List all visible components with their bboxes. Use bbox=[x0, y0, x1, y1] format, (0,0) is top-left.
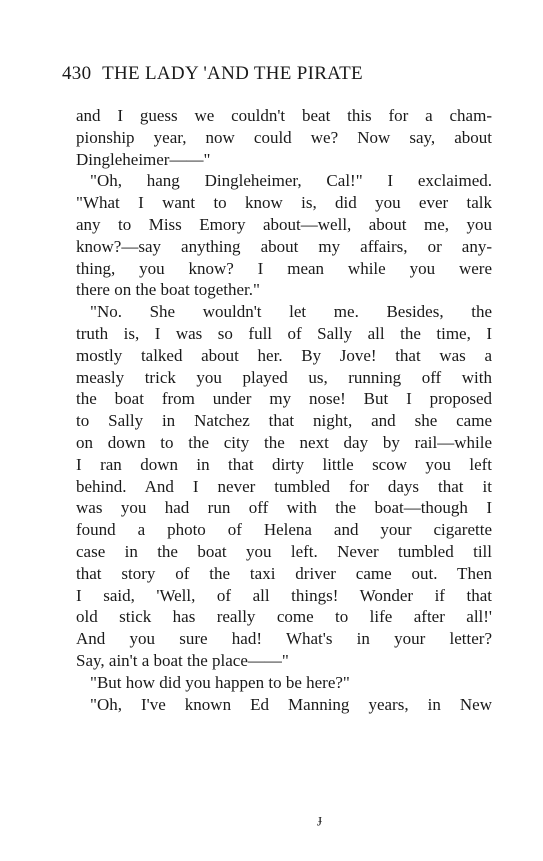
text-line: "But how did you happen to be here?" bbox=[90, 672, 350, 692]
text-line: old stick has really come to life after all!' bbox=[76, 607, 492, 627]
text-line: I said, 'Well, of all things! Wonder if that bbox=[76, 585, 492, 605]
page-header bbox=[62, 63, 363, 85]
text-line: and I guess we couldn't beat this for a cham- bbox=[76, 106, 492, 125]
text-line: Say, ain't a boat the place——" bbox=[76, 650, 289, 670]
text-line: "Oh, hang Dingleheimer, Cal!" I exclaimed. bbox=[90, 171, 492, 191]
text-line: on down to the city the next day by rail—while bbox=[76, 432, 492, 452]
text-line: And you sure had! What's in your letter? bbox=[76, 629, 492, 649]
text-line: measly trick you played us, running off with bbox=[76, 367, 492, 387]
text-line: there on the boat together." bbox=[76, 280, 260, 300]
text-line: I ran down in that dirty little scow you left bbox=[76, 454, 492, 474]
footer-mark: ɟ bbox=[318, 811, 323, 826]
text-line: found a photo of Helena and your cigarette bbox=[76, 520, 492, 540]
text-line: Dingleheimer——" bbox=[76, 149, 211, 169]
text-line: truth is, I was so full of Sally all the time, I bbox=[76, 323, 492, 343]
page-number: 430 bbox=[62, 63, 92, 84]
text-line: was you had run off with the boat—though I bbox=[76, 498, 492, 518]
text-line: pionship year, now could we? Now say, about bbox=[76, 127, 492, 147]
text-line: the boat from under my nose! But I proposed bbox=[76, 389, 492, 409]
text-line: "No. She wouldn't let me. Besides, the bbox=[90, 302, 492, 322]
text-line: "Oh, I've known Ed Manning years, in New bbox=[90, 694, 492, 714]
text-line: behind. And I never tumbled for days that it bbox=[76, 476, 492, 496]
text-line: that story of the taxi driver came out. Then bbox=[76, 563, 492, 583]
text-line: mostly talked about her. By Jove! that was a bbox=[76, 345, 492, 365]
text-line: thing, you know? I mean while you were bbox=[76, 258, 492, 278]
text-line: any to Miss Emory about—well, about me, you bbox=[76, 214, 492, 234]
text-line: "What I want to know is, did you ever talk bbox=[76, 193, 492, 213]
text-line: case in the boat you left. Never tumbled till bbox=[76, 541, 492, 561]
text-line: know?—say anything about my affairs, or any- bbox=[76, 236, 492, 256]
text-line: to Sally in Natchez that night, and she came bbox=[76, 411, 492, 431]
running-title: THE LADY 'AND THE PIRATE bbox=[102, 63, 363, 84]
body-text bbox=[76, 105, 492, 715]
